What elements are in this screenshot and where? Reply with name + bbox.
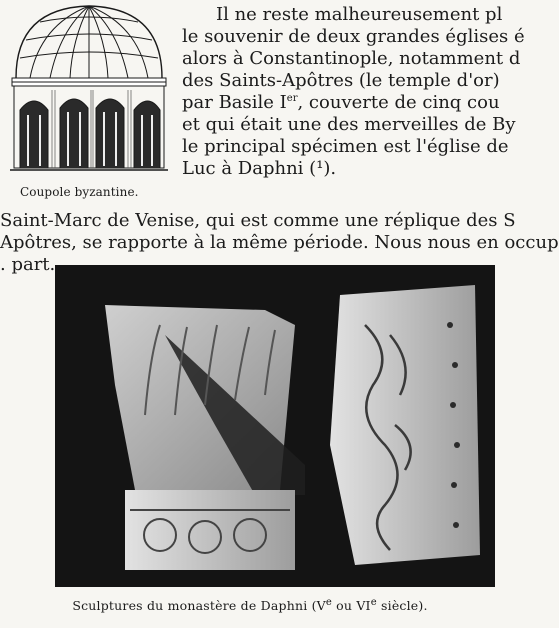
text-line: Apôtres, se rapporte à la même période. Nous nous en occup xyxy=(0,232,559,253)
text-fragment: , couverte de cinq cou xyxy=(297,92,500,113)
text-line: et qui était une des merveilles de By xyxy=(182,114,516,135)
text-line: des Saints-Apôtres (le temple d'or) xyxy=(182,70,500,91)
superscript: e xyxy=(370,596,377,608)
caption-fragment: Sculptures du monastère de Daphni (V xyxy=(72,598,326,613)
caption-fragment: siècle). xyxy=(376,598,428,613)
text-line: alors à Constantinople, notamment d xyxy=(182,48,521,69)
superscript: er xyxy=(286,93,298,104)
footnote-ref: ¹ xyxy=(316,158,324,179)
text-line: Il ne reste malheureusement pl xyxy=(216,4,503,25)
text-line: le principal spécimen est l'église de xyxy=(182,136,509,157)
dome-caption: Coupole byzantine. xyxy=(20,185,139,199)
text-line xyxy=(182,92,500,114)
text-line: le souvenir de deux grandes églises é xyxy=(182,26,525,47)
text-line xyxy=(182,158,500,180)
photo-caption xyxy=(0,598,500,613)
caption-fragment: ou VI xyxy=(332,598,371,613)
text-line: Saint-Marc de Venise, qui est comme une réplique des S xyxy=(0,210,516,231)
text-line: . part. xyxy=(0,254,56,275)
text-fragment: par Basile I xyxy=(182,92,287,113)
byzantine-dome-illustration xyxy=(0,0,178,175)
right-column-paragraph xyxy=(182,4,525,180)
text-fragment: ). xyxy=(323,158,337,179)
daphni-sculptures-photo xyxy=(55,265,495,587)
text-fragment: Luc à Daphni ( xyxy=(182,158,317,179)
superscript: e xyxy=(325,596,332,608)
